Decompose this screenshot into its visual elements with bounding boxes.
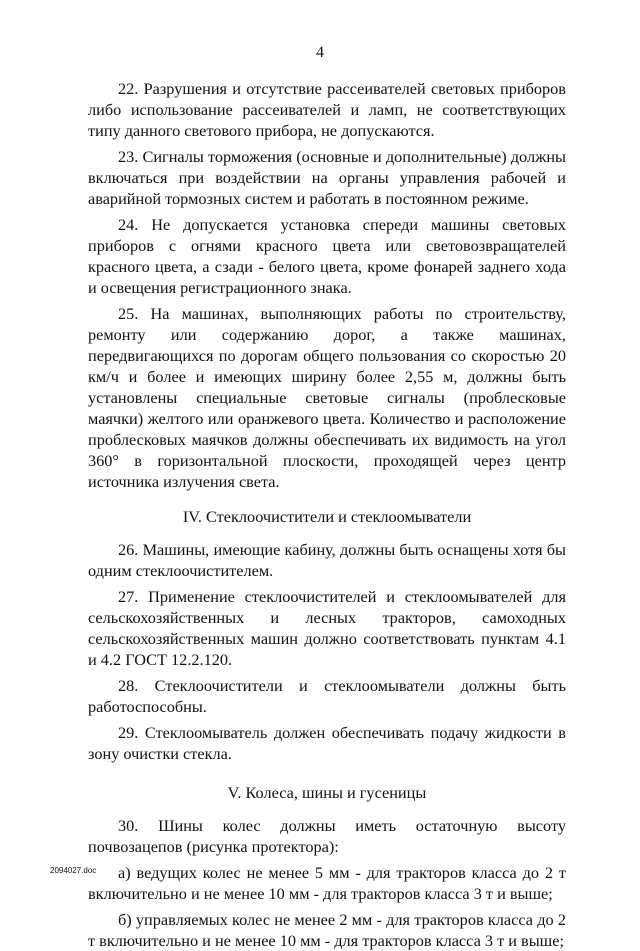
paragraph-22: 22. Разрушения и отсутствие рассеивателей световых приборов либо использование рассеивателей и ламп, не соответствующих типу данного светового прибора, не допускаются. (88, 79, 566, 140)
paragraph-27: 27. Применение стеклоочистителей и стеклоомывателей для сельскохозяйственных и лесных тракторов, самоходных сельскохозяйственных машин должно соответствовать пунктам 4.1 и 4.2 ГОСТ 12.2.120. (88, 587, 566, 669)
paragraph-28: 28. Стеклоочистители и стеклоомыватели должны быть работоспособны. (88, 676, 566, 716)
paragraph-29: 29. Стеклоомыватель должен обеспечивать подачу жидкости в зону очистки стекла. (88, 723, 566, 763)
section-5-heading: V. Колеса, шины и гусеницы (227, 783, 427, 802)
page-number: 4 (316, 44, 324, 61)
paragraph-23: 23. Сигналы торможения (основные и дополнительные) должны включаться при воздействии на органы управления рабочей и аварийной тормозных систем и работать в постоянном режиме. (88, 147, 566, 208)
paragraph-30b: б) управляемых колес не менее 2 мм - для тракторов класса до 2 т включительно и не менее 10 мм - для тракторов класса 3 т и выше; (88, 910, 566, 950)
paragraph-26: 26. Машины, имеющие кабину, должны быть оснащены хотя бы одним стеклоочистителем. (88, 540, 566, 580)
section-4-heading: IV. Стеклоочистители и стеклоомыватели (182, 507, 472, 526)
file-name-footer: 2094027.doc (50, 866, 97, 875)
paragraph-24: 24. Не допускается установка спереди машины световых приборов с огнями красного цвета или световозвращателей красного цвета, а сзади - белого цвета, кроме фонарей заднего хода и освещения регистрационного знака. (88, 215, 566, 297)
document-body (88, 78, 566, 951)
paragraph-30a: а) ведущих колес не менее 5 мм - для тракторов класса до 2 т включительно и не менее 10 мм - для тракторов класса 3 т и выше; (88, 863, 566, 903)
paragraph-30: 30. Шины колес должны иметь остаточную высоту почвозацепов (рисунка протектора): (88, 816, 566, 856)
paragraph-25: 25. На машинах, выполняющих работы по строительству, ремонту или содержанию дорог, а также машинах, передвигающихся по дорогам общего пользования со скоростью 20 км/ч и более и имеющих ширину более 2,55 м, должны быть установлены специальные световые сигналы (проблесковые маячки) желтого или оранжевого цвета. Количество и расположение проблесковых маячков должны обеспечивать их видимость на угол 360° в горизонтальной плоскости, проходящей через центр источника излучения света. (88, 304, 566, 491)
